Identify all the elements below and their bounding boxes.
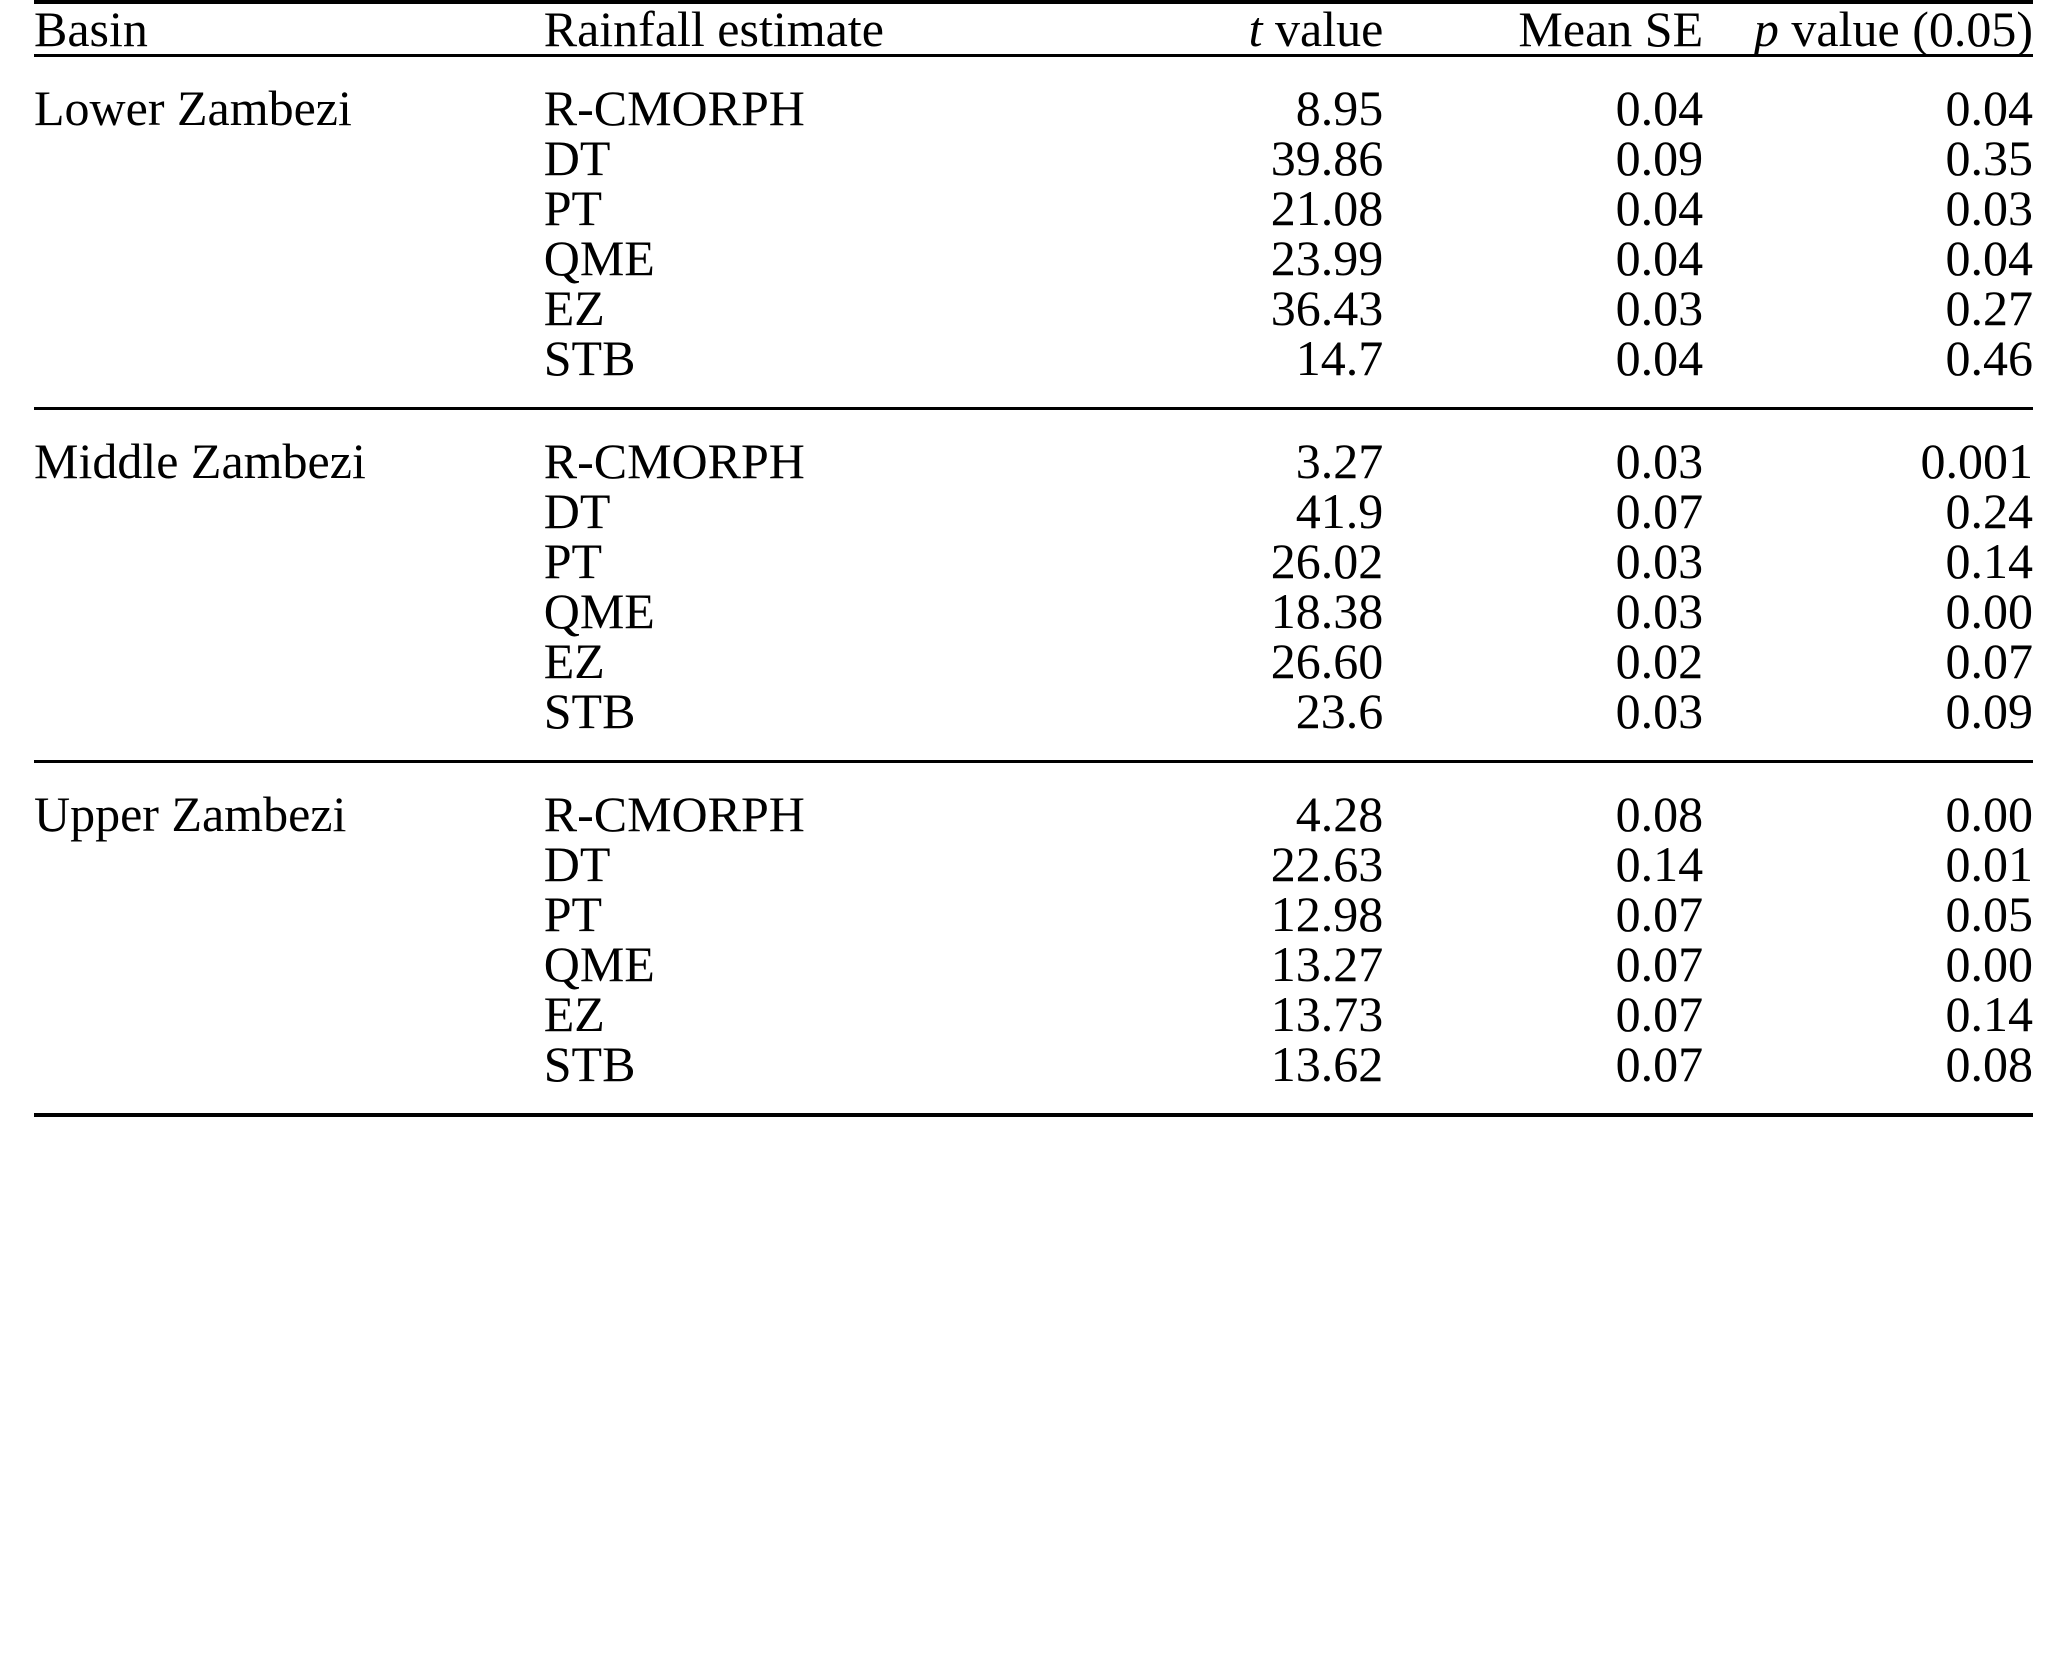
table-row xyxy=(34,410,2033,486)
cell-mean-se: 0.07 xyxy=(1615,483,1704,539)
cell-p-value: 0.14 xyxy=(1945,533,2033,589)
cell-mean-se: 0.04 xyxy=(1615,330,1704,386)
cell-mean-se: 0.03 xyxy=(1615,280,1704,336)
cell-rainfall-estimate: PT xyxy=(543,180,603,236)
cell-t-value: 41.9 xyxy=(1295,483,1384,539)
cell-t-value: 39.86 xyxy=(1270,130,1384,186)
cell-basin xyxy=(34,586,544,636)
cell-t-value: 13.73 xyxy=(1270,986,1384,1042)
cell-p-value: 0.24 xyxy=(1945,483,2033,539)
table-row xyxy=(34,133,2033,183)
cell-mean-se: 0.14 xyxy=(1615,836,1704,892)
cell-rainfall-estimate: EZ xyxy=(543,986,605,1042)
cell-p-value: 0.35 xyxy=(1945,130,2033,186)
cell-t-value: 26.60 xyxy=(1270,633,1384,689)
cell-mean-se: 0.09 xyxy=(1615,130,1704,186)
table-row xyxy=(34,56,2033,134)
cell-rainfall-estimate: EZ xyxy=(543,633,605,689)
cell-basin: Lower Zambezi xyxy=(34,80,352,136)
cell-rainfall-estimate: PT xyxy=(543,886,603,942)
cell-basin xyxy=(34,889,544,939)
cell-mean-se: 0.02 xyxy=(1615,633,1704,689)
t-value-label: value xyxy=(1262,1,1384,57)
cell-mean-se: 0.07 xyxy=(1615,986,1704,1042)
cell-t-value: 23.6 xyxy=(1295,683,1384,739)
table-header-row xyxy=(34,2,2033,56)
cell-p-value: 0.46 xyxy=(1945,330,2033,386)
column-header-mean-se: Mean SE xyxy=(1518,1,1704,57)
statistics-table xyxy=(34,0,2033,1117)
cell-basin xyxy=(34,686,544,762)
cell-rainfall-estimate: PT xyxy=(543,533,603,589)
table-row xyxy=(34,233,2033,283)
cell-rainfall-estimate: EZ xyxy=(543,280,605,336)
column-header-t-value xyxy=(1053,2,1383,56)
p-symbol: p xyxy=(1753,1,1779,57)
table-row xyxy=(34,333,2033,409)
p-value-label: value (0.05) xyxy=(1778,1,2033,57)
table-row xyxy=(34,763,2033,839)
cell-rainfall-estimate: R-CMORPH xyxy=(543,786,805,842)
cell-mean-se: 0.08 xyxy=(1615,786,1704,842)
cell-basin xyxy=(34,939,544,989)
cell-mean-se: 0.07 xyxy=(1615,1036,1704,1092)
cell-rainfall-estimate: STB xyxy=(543,683,636,739)
cell-t-value: 13.27 xyxy=(1270,936,1384,992)
table-row xyxy=(34,536,2033,586)
cell-basin: Middle Zambezi xyxy=(34,433,366,489)
cell-p-value: 0.09 xyxy=(1945,683,2033,739)
table-row xyxy=(34,939,2033,989)
column-header-basin: Basin xyxy=(34,1,148,57)
cell-p-value: 0.04 xyxy=(1945,80,2033,136)
cell-p-value: 0.04 xyxy=(1945,230,2033,286)
cell-rainfall-estimate: DT xyxy=(543,483,611,539)
cell-t-value: 8.95 xyxy=(1295,80,1384,136)
table-row xyxy=(34,686,2033,762)
cell-mean-se: 0.07 xyxy=(1615,936,1704,992)
cell-mean-se: 0.03 xyxy=(1615,533,1704,589)
cell-p-value: 0.01 xyxy=(1945,836,2033,892)
cell-t-value: 18.38 xyxy=(1270,583,1384,639)
cell-mean-se: 0.04 xyxy=(1615,80,1704,136)
cell-t-value: 23.99 xyxy=(1270,230,1384,286)
cell-p-value: 0.001 xyxy=(1920,433,2033,489)
cell-mean-se: 0.03 xyxy=(1615,433,1704,489)
table-row xyxy=(34,183,2033,233)
cell-t-value: 12.98 xyxy=(1270,886,1384,942)
cell-basin xyxy=(34,636,544,686)
cell-p-value: 0.00 xyxy=(1945,786,2033,842)
table-row xyxy=(34,1039,2033,1115)
cell-basin xyxy=(34,1039,544,1115)
cell-mean-se: 0.07 xyxy=(1615,886,1704,942)
cell-rainfall-estimate: STB xyxy=(543,330,636,386)
cell-mean-se: 0.03 xyxy=(1615,683,1704,739)
cell-p-value: 0.27 xyxy=(1945,280,2033,336)
cell-basin xyxy=(34,183,544,233)
cell-basin: Upper Zambezi xyxy=(34,786,347,842)
table-header xyxy=(34,2,2033,56)
cell-rainfall-estimate: R-CMORPH xyxy=(543,80,805,136)
cell-rainfall-estimate: STB xyxy=(543,1036,636,1092)
table-row xyxy=(34,839,2033,889)
cell-rainfall-estimate: QME xyxy=(543,230,655,286)
cell-rainfall-estimate: R-CMORPH xyxy=(543,433,805,489)
cell-p-value: 0.00 xyxy=(1945,936,2033,992)
cell-basin xyxy=(34,283,544,333)
table-row xyxy=(34,586,2033,636)
table-row xyxy=(34,486,2033,536)
cell-mean-se: 0.04 xyxy=(1615,180,1704,236)
cell-basin xyxy=(34,486,544,536)
table-body xyxy=(34,56,2033,1116)
table-row xyxy=(34,989,2033,1039)
cell-t-value: 3.27 xyxy=(1295,433,1384,489)
cell-p-value: 0.05 xyxy=(1945,886,2033,942)
cell-basin xyxy=(34,133,544,183)
cell-rainfall-estimate: QME xyxy=(543,936,655,992)
table-row xyxy=(34,636,2033,686)
cell-t-value: 21.08 xyxy=(1270,180,1384,236)
cell-t-value: 13.62 xyxy=(1270,1036,1384,1092)
cell-t-value: 4.28 xyxy=(1295,786,1384,842)
cell-p-value: 0.14 xyxy=(1945,986,2033,1042)
t-symbol: t xyxy=(1248,1,1263,57)
cell-basin xyxy=(34,333,544,409)
cell-mean-se: 0.04 xyxy=(1615,230,1704,286)
cell-basin xyxy=(34,536,544,586)
column-header-rainfall-estimate: Rainfall estimate xyxy=(543,1,884,57)
cell-basin xyxy=(34,839,544,889)
table-row xyxy=(34,283,2033,333)
cell-p-value: 0.07 xyxy=(1945,633,2033,689)
column-header-p-value xyxy=(1703,2,2033,56)
cell-t-value: 22.63 xyxy=(1270,836,1384,892)
cell-p-value: 0.03 xyxy=(1945,180,2033,236)
cell-t-value: 14.7 xyxy=(1295,330,1384,386)
cell-rainfall-estimate: DT xyxy=(543,130,611,186)
cell-t-value: 36.43 xyxy=(1270,280,1384,336)
cell-p-value: 0.08 xyxy=(1945,1036,2033,1092)
cell-t-value: 26.02 xyxy=(1270,533,1384,589)
cell-basin xyxy=(34,989,544,1039)
cell-p-value: 0.00 xyxy=(1945,583,2033,639)
cell-rainfall-estimate: QME xyxy=(543,583,655,639)
table-row xyxy=(34,889,2033,939)
cell-basin xyxy=(34,233,544,283)
cell-mean-se: 0.03 xyxy=(1615,583,1704,639)
cell-rainfall-estimate: DT xyxy=(543,836,611,892)
